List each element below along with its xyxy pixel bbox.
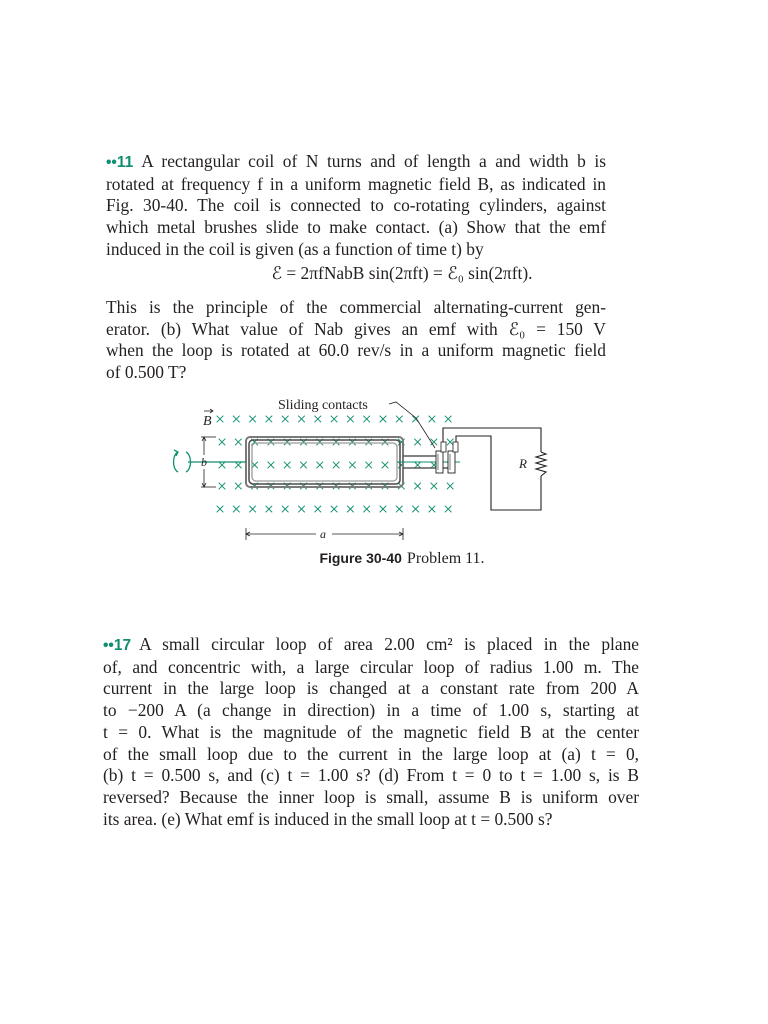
rotation-arrow-icon (174, 450, 191, 472)
field-x-mark (349, 462, 356, 469)
field-x-mark (219, 462, 226, 469)
figure-caption-text: Problem 11. (406, 550, 485, 567)
field-x-mark (284, 462, 291, 469)
field-x-mark (380, 416, 387, 423)
figure-caption-label: Figure 30-40 (319, 550, 402, 566)
field-x-mark (315, 506, 322, 513)
field-x-mark (233, 506, 240, 513)
problem-11-after-line-2: erator. (b) What value of Nab gives an emf with ℰ₀ = 150 V (106, 318, 606, 339)
field-x-mark (317, 462, 324, 469)
field-x-mark (365, 462, 372, 469)
width-label: b (201, 455, 207, 469)
field-x-mark (217, 506, 224, 513)
problem-11-after-line-3: when the loop is rotated at 60.0 rev/s in a uniform magnetic field (106, 340, 606, 361)
problem-17-line-8: reversed? Because the inner loop is small, assume B is uniform over (103, 786, 639, 807)
field-x-mark (235, 483, 242, 490)
field-x-mark (217, 416, 224, 423)
field-x-mark (282, 416, 289, 423)
problem-17 (103, 634, 639, 830)
problem-17-line-2: of, and concentric with, a large circular loop of radius 1.00 m. The (103, 656, 639, 677)
field-x-mark (331, 506, 338, 513)
problem-17-number: ••17 (103, 637, 132, 654)
problem-11-line-5: induced in the coil is given (as a function of time t) by (106, 238, 484, 259)
problem-17-line-3: current in the large loop is changed at a constant rate from 200 A (103, 678, 639, 699)
problem-17-line-1: ••17 A small circular loop of area 2.00 cm² is placed in the plane (103, 634, 639, 654)
field-x-mark (266, 416, 273, 423)
problem-11-number: ••11 (106, 154, 134, 171)
problem-17-line-7: (b) t = 0.500 s, and (c) t = 1.00 s? (d) From t = 0 to t = 1.00 s, is B (103, 765, 639, 786)
field-x-mark (249, 416, 256, 423)
field-x-mark (315, 416, 322, 423)
problem-11-after-line-1: This is the principle of the commercial alternating-current gen- (106, 297, 606, 317)
b-field-label: B (203, 414, 212, 429)
field-x-mark (219, 483, 226, 490)
field-x-mark (282, 506, 289, 513)
field-x-mark (235, 462, 242, 469)
problem-17-line-4: to −200 A (a change in direction) in a time of 1.00 s, starting at (103, 700, 639, 721)
field-x-mark (347, 506, 354, 513)
problem-11-after-line-4: of 0.500 T? (106, 362, 187, 383)
problem-17-line-5: t = 0. What is the magnitude of the magnetic field B at the center (103, 721, 639, 742)
problem-17-line-9: its area. (e) What emf is induced in the small loop at t = 0.500 s? (103, 808, 553, 829)
problem-17-line-6: of the small loop due to the current in the large loop at (a) t = 0, (103, 743, 639, 764)
field-x-mark (363, 416, 370, 423)
field-x-mark (396, 416, 403, 423)
emf-equation: ℰ = 2πfNabB sin(2πft) = ℰ₀ sin(2πft). (271, 263, 533, 283)
field-x-mark (298, 506, 305, 513)
field-x-mark (429, 416, 436, 423)
resistor (536, 452, 546, 476)
figure-caption (0, 550, 768, 568)
field-x-mark (235, 439, 242, 446)
sliding-contacts-leader (389, 402, 435, 448)
field-x-mark (380, 506, 387, 513)
field-x-mark (382, 462, 389, 469)
field-x-mark (333, 462, 340, 469)
problem-11-line-4: which metal brushes slide to make contact. (a) Show that the emf (106, 217, 606, 238)
field-x-mark (396, 506, 403, 513)
problem-11-line-2: rotated at frequency f in a uniform magnetic field B, as indicated in (106, 173, 606, 194)
field-x-mark (249, 506, 256, 513)
problem-11-line-3: Fig. 30-40. The coil is connected to co-rotating cylinders, against (106, 195, 606, 216)
field-x-mark (445, 416, 452, 423)
field-x-mark (431, 483, 438, 490)
field-x-mark (233, 416, 240, 423)
field-x-mark (414, 483, 421, 490)
length-label: a (320, 527, 326, 541)
figure-30-40 (160, 392, 580, 552)
resistor-label: R (519, 456, 527, 471)
field-x-mark (429, 506, 436, 513)
field-x-mark (412, 506, 419, 513)
field-x-mark (266, 506, 273, 513)
field-x-mark (363, 506, 370, 513)
problem-11 (106, 151, 606, 261)
field-x-mark (331, 416, 338, 423)
field-x-mark (414, 439, 421, 446)
field-x-mark (447, 439, 454, 446)
field-x-mark (347, 416, 354, 423)
field-x-mark (268, 462, 275, 469)
field-x-mark (219, 439, 226, 446)
problem-11-line-1: ••11 A rectangular coil of N turns and of length a and width b is (106, 151, 606, 171)
field-x-mark (298, 416, 305, 423)
coil-generator-diagram (160, 392, 580, 552)
sliding-contacts-label: Sliding contacts (278, 398, 368, 413)
field-x-mark (447, 483, 454, 490)
field-x-mark (300, 462, 307, 469)
problem-11-continued (106, 297, 606, 384)
field-x-mark (445, 506, 452, 513)
